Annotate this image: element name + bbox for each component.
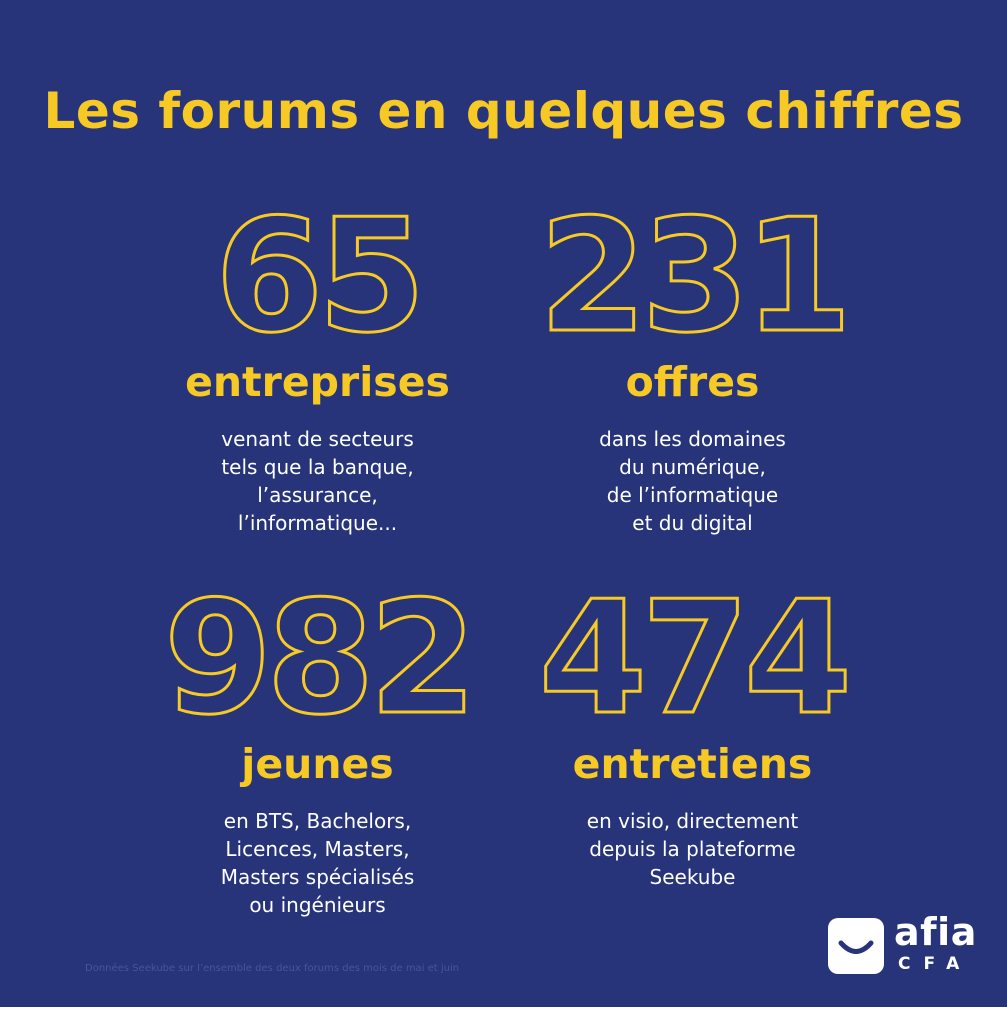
stat-description bbox=[525, 425, 860, 537]
stat-description-line: et du digital bbox=[632, 511, 753, 536]
stat-description-line: l’assurance, bbox=[257, 483, 378, 508]
stat-description bbox=[525, 807, 860, 891]
stat-description-line: de l’informatique bbox=[606, 483, 779, 508]
stat-description-line: Masters spécialisés bbox=[220, 865, 415, 890]
stat-description-line: dans les domaines bbox=[599, 427, 786, 452]
page-title: Les forums en quelques chiffres bbox=[43, 82, 964, 140]
stat-description bbox=[150, 425, 485, 537]
stat-description-line: Licences, Masters, bbox=[225, 837, 410, 862]
stat-label: jeunes bbox=[241, 740, 394, 788]
source-footnote: Données Seekube sur l’ensemble des deux forums des mois de mai et juin bbox=[85, 963, 460, 974]
stat-label: entreprises bbox=[185, 358, 450, 406]
stat-entreprises bbox=[150, 185, 485, 537]
stat-entretiens bbox=[525, 567, 860, 891]
logo-subtitle: CFA bbox=[898, 954, 973, 974]
stat-description-line: depuis la plateforme bbox=[589, 837, 796, 862]
stat-description-line: du numérique, bbox=[619, 455, 766, 480]
stat-description-line: en BTS, Bachelors, bbox=[223, 809, 412, 834]
stat-description-line: Seekube bbox=[649, 865, 736, 890]
stat-label: offres bbox=[625, 358, 760, 406]
stat-description-line: ou ingénieurs bbox=[249, 893, 386, 918]
stat-description bbox=[150, 807, 485, 919]
stat-description-line: en visio, directement bbox=[586, 809, 799, 834]
logo-name: afia bbox=[894, 910, 977, 954]
stat-offres bbox=[525, 185, 860, 537]
stat-description-line: tels que la banque, bbox=[221, 455, 414, 480]
smile-icon bbox=[838, 938, 874, 958]
stat-number: 982 bbox=[163, 567, 472, 749]
stat-number: 65 bbox=[214, 185, 421, 367]
stat-jeunes bbox=[150, 567, 485, 919]
stat-label: entretiens bbox=[572, 740, 813, 788]
stat-description-line: l’informatique... bbox=[237, 511, 398, 536]
afia-cfa-logo bbox=[828, 910, 977, 976]
stat-number: 474 bbox=[538, 567, 847, 749]
stat-description-line: venant de secteurs bbox=[221, 427, 414, 452]
stat-number: 231 bbox=[538, 185, 847, 367]
logo-box bbox=[828, 918, 884, 974]
